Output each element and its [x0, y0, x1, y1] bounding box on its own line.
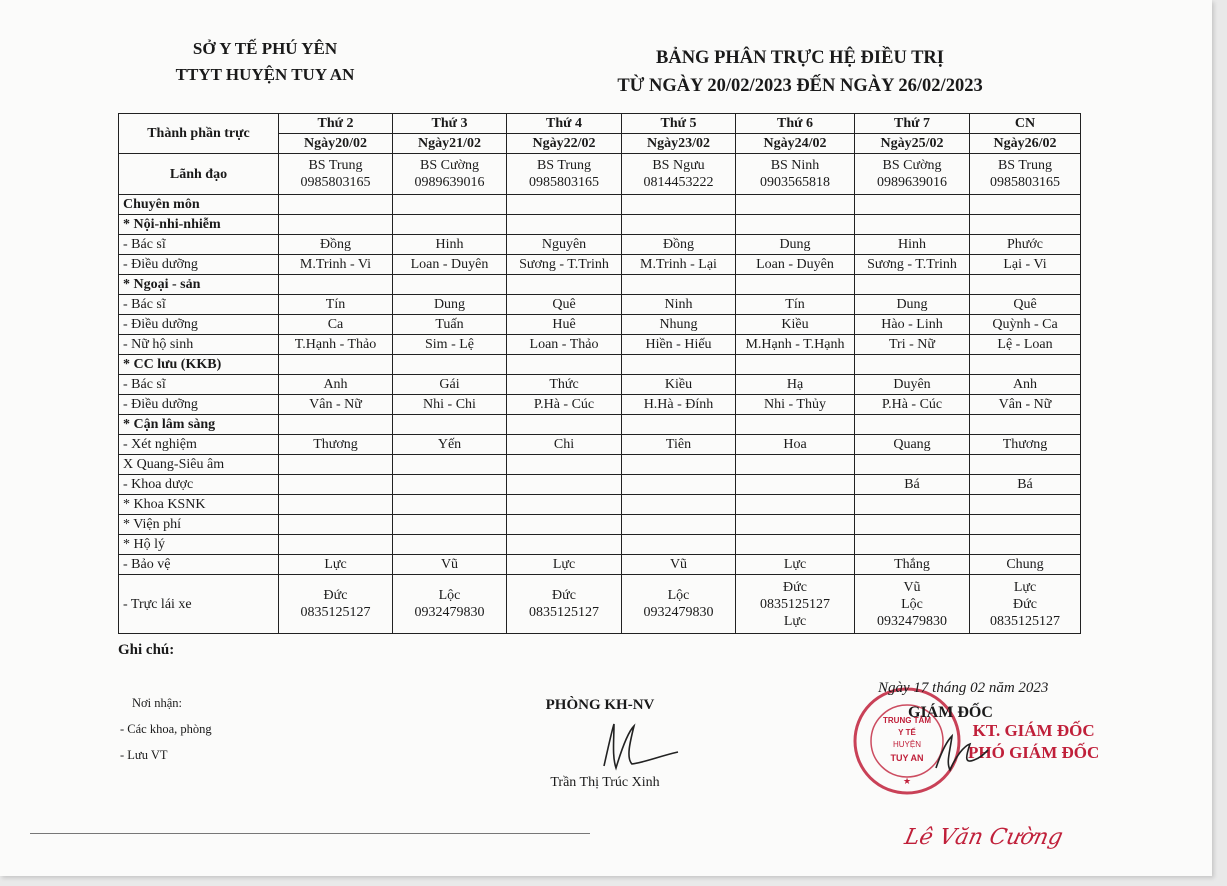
table-cell [736, 275, 855, 295]
table-row [119, 555, 1081, 575]
table-cell [622, 475, 736, 495]
row-label: - Bác sĩ [119, 235, 279, 255]
table-cell [855, 355, 970, 375]
driver-cell [622, 575, 736, 634]
table-cell: Thắng [855, 555, 970, 575]
table-cell: Tín [279, 295, 393, 315]
corner-header: Thành phần trực [119, 114, 279, 154]
table-cell [970, 455, 1081, 475]
date-header: Ngày22/02 [507, 134, 622, 154]
table-cell [279, 195, 393, 215]
leader-name: BS Trung [536, 158, 592, 173]
driver-names: Đức [1013, 596, 1037, 612]
table-cell [970, 515, 1081, 535]
table-cell [736, 495, 855, 515]
table-cell [279, 215, 393, 235]
table-cell: Tín [736, 295, 855, 315]
date-header: Ngày26/02 [970, 134, 1081, 154]
recipients-block [120, 690, 212, 768]
table-cell [622, 275, 736, 295]
table-row [119, 315, 1081, 335]
table-cell: Quê [507, 295, 622, 315]
row-label: * CC lưu (KKB) [119, 355, 279, 375]
svg-text:TRUNG TÂM: TRUNG TÂM [883, 716, 931, 725]
table-cell [736, 455, 855, 475]
driver-phones: 0835125127 [529, 605, 599, 620]
table-cell [279, 495, 393, 515]
leader-name: BS Cường [882, 158, 942, 173]
table-cell [622, 215, 736, 235]
table-cell [622, 495, 736, 515]
department-signature [590, 718, 680, 773]
day-header: CN [970, 114, 1081, 134]
leader-name: BS Ngưu [652, 158, 705, 173]
table-cell [279, 535, 393, 555]
day-header: Thứ 7 [855, 114, 970, 134]
table-cell: Sim - Lệ [393, 335, 507, 355]
table-cell [736, 355, 855, 375]
table-cell: Dung [736, 235, 855, 255]
day-header: Thứ 3 [393, 114, 507, 134]
director-name: Lê Văn Cường [902, 825, 1065, 850]
recipient-item: - Lưu VT [120, 748, 168, 762]
row-label: * Hộ lý [119, 535, 279, 555]
table-cell: Loan - Thảo [507, 335, 622, 355]
table-cell: Hoa [736, 435, 855, 455]
table-cell: Duyên [855, 375, 970, 395]
leader-cell [279, 154, 393, 195]
svg-text:★: ★ [902, 776, 912, 786]
table-cell [393, 355, 507, 375]
table-cell [855, 495, 970, 515]
table-cell: Sương - T.Trinh [507, 255, 622, 275]
table-row [119, 535, 1081, 555]
recipients-title: Nơi nhận: [132, 696, 183, 710]
table-row [119, 335, 1081, 355]
leader-phone: 0985803165 [990, 175, 1060, 190]
table-cell [507, 215, 622, 235]
driver-names: Lộc [667, 588, 690, 603]
day-header: Thứ 4 [507, 114, 622, 134]
table-cell: Hinh [393, 235, 507, 255]
table-cell [393, 195, 507, 215]
title-line-2: TỪ NGÀY 20/02/2023 ĐẾN NGÀY 26/02/2023 [617, 76, 983, 96]
table-cell: Đồng [622, 235, 736, 255]
table-cell: Bá [855, 475, 970, 495]
table-cell: Hinh [855, 235, 970, 255]
table-cell: Kiều [622, 375, 736, 395]
table-cell [622, 195, 736, 215]
director-signature [930, 730, 990, 780]
leader-phone: 0903565818 [760, 175, 830, 190]
deputy-line-2: PHÓ GIÁM ĐỐC [968, 743, 1100, 762]
table-cell: Thương [970, 435, 1081, 455]
table-cell [279, 355, 393, 375]
table-row [119, 515, 1081, 535]
table-cell [622, 535, 736, 555]
table-cell: Nhung [622, 315, 736, 335]
driver-phones: 0932479830 [643, 605, 714, 620]
table-cell [622, 415, 736, 435]
table-cell [622, 515, 736, 535]
table-cell: H.Hà - Đính [622, 395, 736, 415]
table-cell [855, 535, 970, 555]
table-cell [736, 215, 855, 235]
org-line-1: SỞ Y TẾ PHÚ YÊN [192, 39, 338, 58]
table-row [119, 475, 1081, 495]
table-cell [970, 495, 1081, 515]
table-cell [393, 535, 507, 555]
table-cell [622, 455, 736, 475]
table-row [119, 495, 1081, 515]
department-signer-name: Trần Thị Trúc Xinh [550, 775, 660, 790]
driver-names: Đức [323, 588, 348, 603]
deputy-line-1: KT. GIÁM ĐỐC [972, 721, 1095, 740]
table-cell [393, 275, 507, 295]
table-cell [736, 415, 855, 435]
table-cell: Gái [393, 375, 507, 395]
note-label: Ghi chú: [118, 642, 175, 658]
day-header: Thứ 2 [279, 114, 393, 134]
table-cell: Dung [855, 295, 970, 315]
table-cell: Quê [970, 295, 1081, 315]
date-header: Ngày25/02 [855, 134, 970, 154]
table-row [119, 435, 1081, 455]
table-cell: P.Hà - Cúc [855, 395, 970, 415]
table-cell [622, 355, 736, 375]
leader-phone: 0985803165 [300, 175, 371, 190]
table-cell: Anh [279, 375, 393, 395]
driver-phones: 0932479830 [414, 605, 485, 620]
table-cell: Quang [855, 435, 970, 455]
driver-cell [855, 575, 970, 634]
table-cell: Vân - Nữ [279, 395, 393, 415]
table-cell [736, 475, 855, 495]
row-label: * Ngoại - sản [119, 275, 279, 295]
leader-name: BS Ninh [770, 158, 820, 173]
table-cell [393, 515, 507, 535]
row-label: * Nội-nhi-nhiễm [119, 215, 279, 235]
table-cell: Lực [736, 555, 855, 575]
table-cell: Vân - Nữ [970, 395, 1081, 415]
table-cell [507, 275, 622, 295]
table-cell: Yến [393, 435, 507, 455]
table-cell [279, 515, 393, 535]
row-label: - Nữ hộ sinh [119, 335, 279, 355]
table-cell [507, 415, 622, 435]
table-cell [507, 195, 622, 215]
leader-cell [970, 154, 1081, 195]
table-cell: M.Hạnh - T.Hạnh [736, 335, 855, 355]
table-cell: Dung [393, 295, 507, 315]
table-cell [970, 195, 1081, 215]
table-cell [507, 475, 622, 495]
row-label: - Trực lái xe [119, 575, 279, 634]
table-cell [279, 475, 393, 495]
driver-cell [507, 575, 622, 634]
table-cell: Loan - Duyên [736, 255, 855, 275]
table-cell: Kiều [736, 315, 855, 335]
duty-roster-table [118, 113, 1081, 634]
table-row [119, 415, 1081, 435]
table-cell: Chi [507, 435, 622, 455]
table-cell [970, 355, 1081, 375]
table-cell: P.Hà - Cúc [507, 395, 622, 415]
row-label: X Quang-Siêu âm [119, 455, 279, 475]
table-row [119, 295, 1081, 315]
table-cell [279, 455, 393, 475]
row-label: - Bác sĩ [119, 375, 279, 395]
driver-cell [970, 575, 1081, 634]
driver-names: Đức [783, 579, 807, 595]
table-cell: Đồng [279, 235, 393, 255]
driver-names: Lộc [438, 588, 461, 603]
table-row [119, 215, 1081, 235]
department-title: PHÒNG KH-NV [545, 697, 655, 713]
table-cell: Hạ [736, 375, 855, 395]
table-cell: Tiên [622, 435, 736, 455]
table-cell [855, 415, 970, 435]
table-cell [507, 515, 622, 535]
table-cell: Ca [279, 315, 393, 335]
document-title [520, 44, 1080, 100]
table-cell [855, 515, 970, 535]
row-label: Chuyên môn [119, 195, 279, 215]
leader-cell [855, 154, 970, 195]
table-row [119, 275, 1081, 295]
leader-cell [736, 154, 855, 195]
director-title: GIÁM ĐỐC [908, 704, 993, 721]
table-cell: Loan - Duyên [393, 255, 507, 275]
table-cell: Bá [970, 475, 1081, 495]
table-row [119, 355, 1081, 375]
table-cell [393, 215, 507, 235]
table-row [119, 235, 1081, 255]
table-cell [970, 215, 1081, 235]
svg-text:HUYỆN: HUYỆN [892, 740, 922, 749]
table-cell [507, 495, 622, 515]
table-cell [736, 535, 855, 555]
row-label: - Bảo vệ [119, 555, 279, 575]
table-cell: Phước [970, 235, 1081, 255]
table-cell: Vũ [622, 555, 736, 575]
table-cell [507, 355, 622, 375]
table-cell: Thương [279, 435, 393, 455]
table-cell: M.Trinh - Vi [279, 255, 393, 275]
leader-cell [622, 154, 736, 195]
table-cell [855, 215, 970, 235]
title-line-1: BẢNG PHÂN TRỰC HỆ ĐIỀU TRỊ [656, 48, 944, 68]
recipient-item: - Các khoa, phòng [120, 722, 212, 736]
row-label: Lãnh đạo [119, 154, 279, 195]
table-cell: Hào - Linh [855, 315, 970, 335]
leader-phone: 0985803165 [529, 175, 599, 190]
leader-phone: 0989639016 [877, 175, 947, 190]
table-cell [970, 535, 1081, 555]
driver-cell [736, 575, 855, 634]
table-cell: Nhi - Chi [393, 395, 507, 415]
table-cell: Anh [970, 375, 1081, 395]
driver-phones: 0835125127 [300, 605, 371, 620]
table-cell [855, 455, 970, 475]
leader-name: BS Cường [420, 158, 479, 173]
row-label: * Cận lâm sàng [119, 415, 279, 435]
leader-phone: 0814453222 [643, 175, 714, 190]
driver-names: Đức [552, 588, 576, 603]
leader-name: BS Trung [308, 158, 363, 173]
driver-names: Lộc [901, 596, 923, 612]
table-cell [393, 415, 507, 435]
table-cell: Sương - T.Trinh [855, 255, 970, 275]
day-header: Thứ 5 [622, 114, 736, 134]
date-header: Ngày23/02 [622, 134, 736, 154]
table-cell: Lại - Vi [970, 255, 1081, 275]
row-label: - Khoa dược [119, 475, 279, 495]
table-cell [279, 275, 393, 295]
table-cell: M.Trinh - Lại [622, 255, 736, 275]
organization-header [150, 36, 380, 88]
driver-phones: 0835125127 [760, 596, 830, 612]
bottom-rule [30, 833, 590, 834]
table-cell: Tri - Nữ [855, 335, 970, 355]
table-cell [279, 415, 393, 435]
org-line-2: TTYT HUYỆN TUY AN [175, 65, 355, 84]
leader-cell [393, 154, 507, 195]
leader-row [119, 154, 1081, 195]
table-row [119, 375, 1081, 395]
table-cell: Quỳnh - Ca [970, 315, 1081, 335]
row-label: * Viện phí [119, 515, 279, 535]
table-cell [970, 415, 1081, 435]
table-cell: Nhi - Thủy [736, 395, 855, 415]
table-cell: Lực [507, 555, 622, 575]
sign-date: Ngày 17 tháng 02 năm 2023 [878, 680, 1049, 696]
driver-extra: Lực [783, 613, 807, 629]
date-header: Ngày20/02 [279, 134, 393, 154]
table-cell [736, 515, 855, 535]
table-cell: Tuấn [393, 315, 507, 335]
table-row [119, 395, 1081, 415]
table-cell [736, 195, 855, 215]
table-row [119, 195, 1081, 215]
table-cell [507, 455, 622, 475]
driver-row [119, 575, 1081, 634]
svg-text:Y TẾ: Y TẾ [898, 728, 916, 737]
table-cell [970, 275, 1081, 295]
table-cell: T.Hạnh - Thảo [279, 335, 393, 355]
driver-top: Vũ [903, 579, 921, 595]
row-label: - Điều dưỡng [119, 255, 279, 275]
table-cell [393, 475, 507, 495]
driver-cell [279, 575, 393, 634]
table-row [119, 255, 1081, 275]
table-cell [855, 195, 970, 215]
table-row [119, 455, 1081, 475]
row-label: - Bác sĩ [119, 295, 279, 315]
leader-name: BS Trung [997, 158, 1053, 173]
driver-phones: 0932479830 [877, 613, 947, 629]
driver-cell [393, 575, 507, 634]
svg-text:TUY AN: TUY AN [890, 753, 924, 763]
table-cell: Vũ [393, 555, 507, 575]
table-cell: Chung [970, 555, 1081, 575]
row-label: - Điều dưỡng [119, 395, 279, 415]
table-cell: Thức [507, 375, 622, 395]
table-cell: Lệ - Loan [970, 335, 1081, 355]
table-cell [393, 495, 507, 515]
row-label: - Xét nghiệm [119, 435, 279, 455]
table-cell: Lực [279, 555, 393, 575]
table-cell: Nguyên [507, 235, 622, 255]
table-cell [855, 275, 970, 295]
header-row-days [119, 114, 1081, 134]
row-label: * Khoa KSNK [119, 495, 279, 515]
driver-top: Lực [1013, 579, 1037, 595]
leader-phone: 0989639016 [414, 175, 485, 190]
date-header: Ngày24/02 [736, 134, 855, 154]
table-cell: Ninh [622, 295, 736, 315]
table-cell [393, 455, 507, 475]
table-cell [507, 535, 622, 555]
day-header: Thứ 6 [736, 114, 855, 134]
table-cell: Hiền - Hiếu [622, 335, 736, 355]
table-cell: Huê [507, 315, 622, 335]
row-label: - Điều dưỡng [119, 315, 279, 335]
leader-cell [507, 154, 622, 195]
driver-phones: 0835125127 [990, 613, 1060, 629]
date-header: Ngày21/02 [393, 134, 507, 154]
